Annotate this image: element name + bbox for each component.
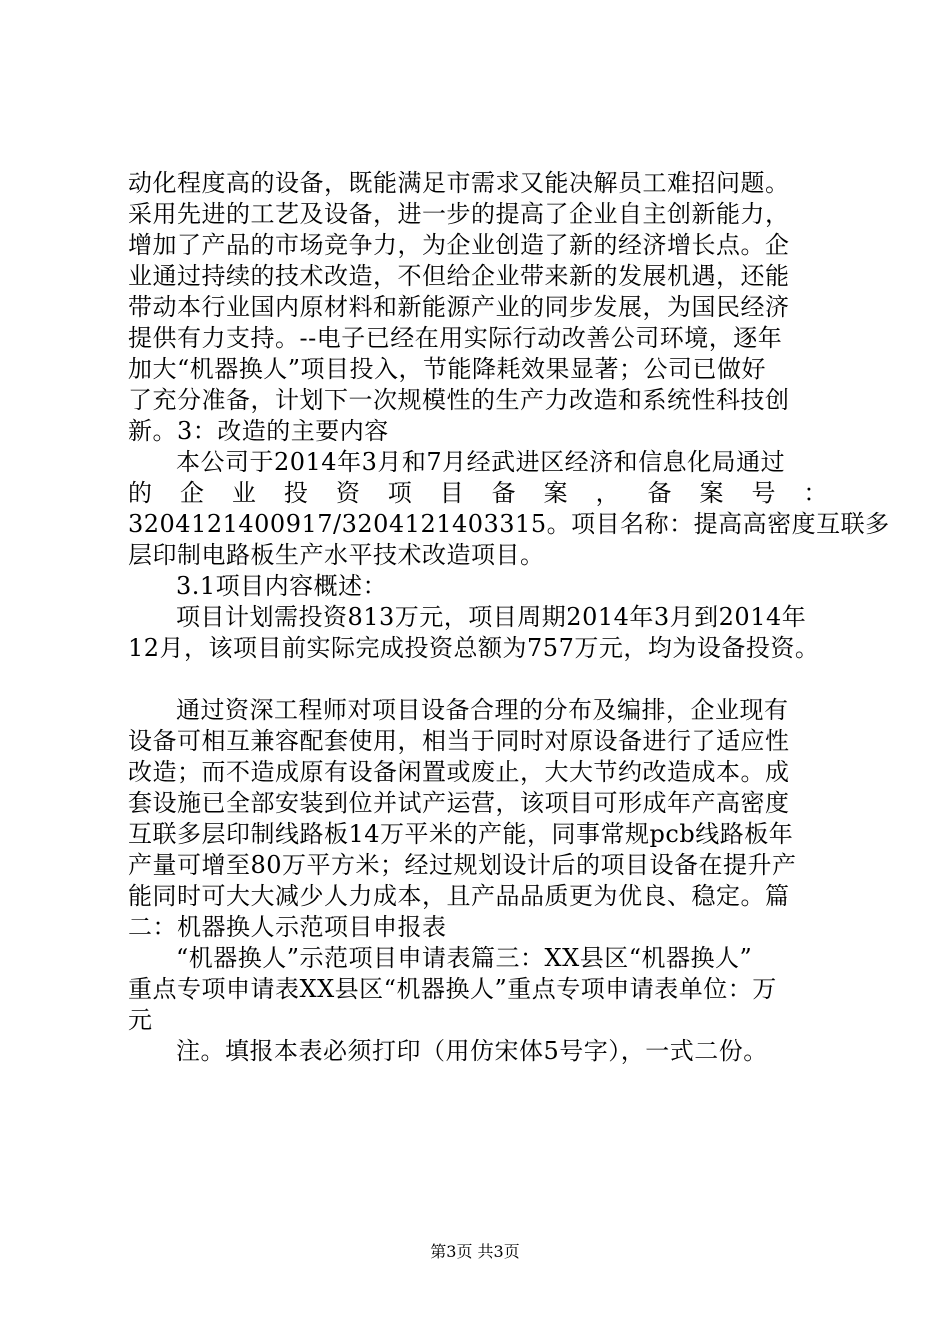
justified-char: ， <box>595 479 621 507</box>
text-line: 重点专项申请表XX县区“机器换人”重点专项申请表单位：万 <box>128 975 777 1003</box>
justified-char: 项 <box>387 479 413 507</box>
text-line: 增加了产品的市场竞争力，为企业创造了新的经济增长点。企 <box>128 231 790 259</box>
text-line: 层印制电路板生产水平技术改造项目。 <box>128 541 545 569</box>
justified-char: 的 <box>128 479 153 507</box>
justified-char: 备 <box>491 479 517 507</box>
text-line: 改造；而不造成原有设备闲置或废止，大大节约改造成本。成 <box>128 758 790 786</box>
text-line: 采用先进的工艺及设备，进一步的提高了企业自主创新能力， <box>128 200 790 228</box>
text-line: 通过资深工程师对项目设备合理的分布及编排，企业现有 <box>176 696 789 724</box>
justified-text-line <box>128 478 828 509</box>
justified-char: 投 <box>283 479 309 507</box>
text-line: 了充分准备，计划下一次规模性的生产力改造和系统性科技创 <box>128 386 790 414</box>
text-line: 12月，该项目前实际完成投资总额为757万元，均为设备投资。 <box>128 634 820 662</box>
justified-char: 备 <box>647 479 673 507</box>
text-line: “机器换人”示范项目申请表篇三：XX县区“机器换人” <box>176 944 753 972</box>
text-line: 动化程度高的设备，既能满足市需求又能决解员工难招问题。 <box>128 169 790 197</box>
text-line: 套设施已全部安装到位并试产运营，该项目可形成年产高密度 <box>128 789 790 817</box>
document-body <box>128 168 890 1067</box>
text-line: 二：机器换人示范项目申报表 <box>128 913 447 941</box>
justified-char: 企 <box>179 479 205 507</box>
text-line: 业通过持续的技术改造，不但给企业带来新的发展机遇，还能 <box>128 262 790 290</box>
text-line: 提供有力支持。--电子已经在用实际行动改善公司环境，逐年 <box>128 324 783 352</box>
text-line: 加大“机器换人”项目投入，节能降耗效果显著；公司已做好 <box>128 355 767 383</box>
text-line: 本公司于2014年3月和7月经武进区经济和信息化局通过 <box>176 448 786 476</box>
page-footer: 第3页 共3页 <box>430 1242 520 1261</box>
text-line: 新。3：改造的主要内容 <box>128 417 389 445</box>
text-line: 3.1项目内容概述： <box>176 572 388 600</box>
text-line: 产量可增至80万平方米；经过规划设计后的项目设备在提升产 <box>128 851 797 879</box>
text-line: 互联多层印制线路板14万平米的产能，同事常规pcb线路板年 <box>128 820 794 848</box>
text-line: 元 <box>128 1006 153 1034</box>
justified-char: ： <box>803 479 828 507</box>
text-line: 项目计划需投资813万元，项目周期2014年3月到2014年 <box>176 603 807 631</box>
justified-char: 资 <box>335 479 361 507</box>
justified-char: 案 <box>699 479 724 507</box>
blank-line <box>128 664 828 695</box>
justified-char: 业 <box>231 479 257 507</box>
justified-char: 目 <box>439 479 465 507</box>
justified-char: 号 <box>751 479 776 507</box>
text-line: 3204121400917/3204121403315。项目名称：提高高密度互联多 <box>128 510 890 538</box>
justified-char: 案 <box>543 479 569 507</box>
text-line: 带动本行业国内原材料和新能源产业的同步发展，为国民经济 <box>128 293 790 321</box>
text-line: 注。填报本表必须打印（用仿宋体5号字），一式二份。 <box>176 1037 768 1065</box>
text-line: 能同时可大大减少人力成本，且产品品质更为优良、稳定。篇 <box>128 882 790 910</box>
text-line: 设备可相互兼容配套使用，相当于同时对原设备进行了适应性 <box>128 727 790 755</box>
